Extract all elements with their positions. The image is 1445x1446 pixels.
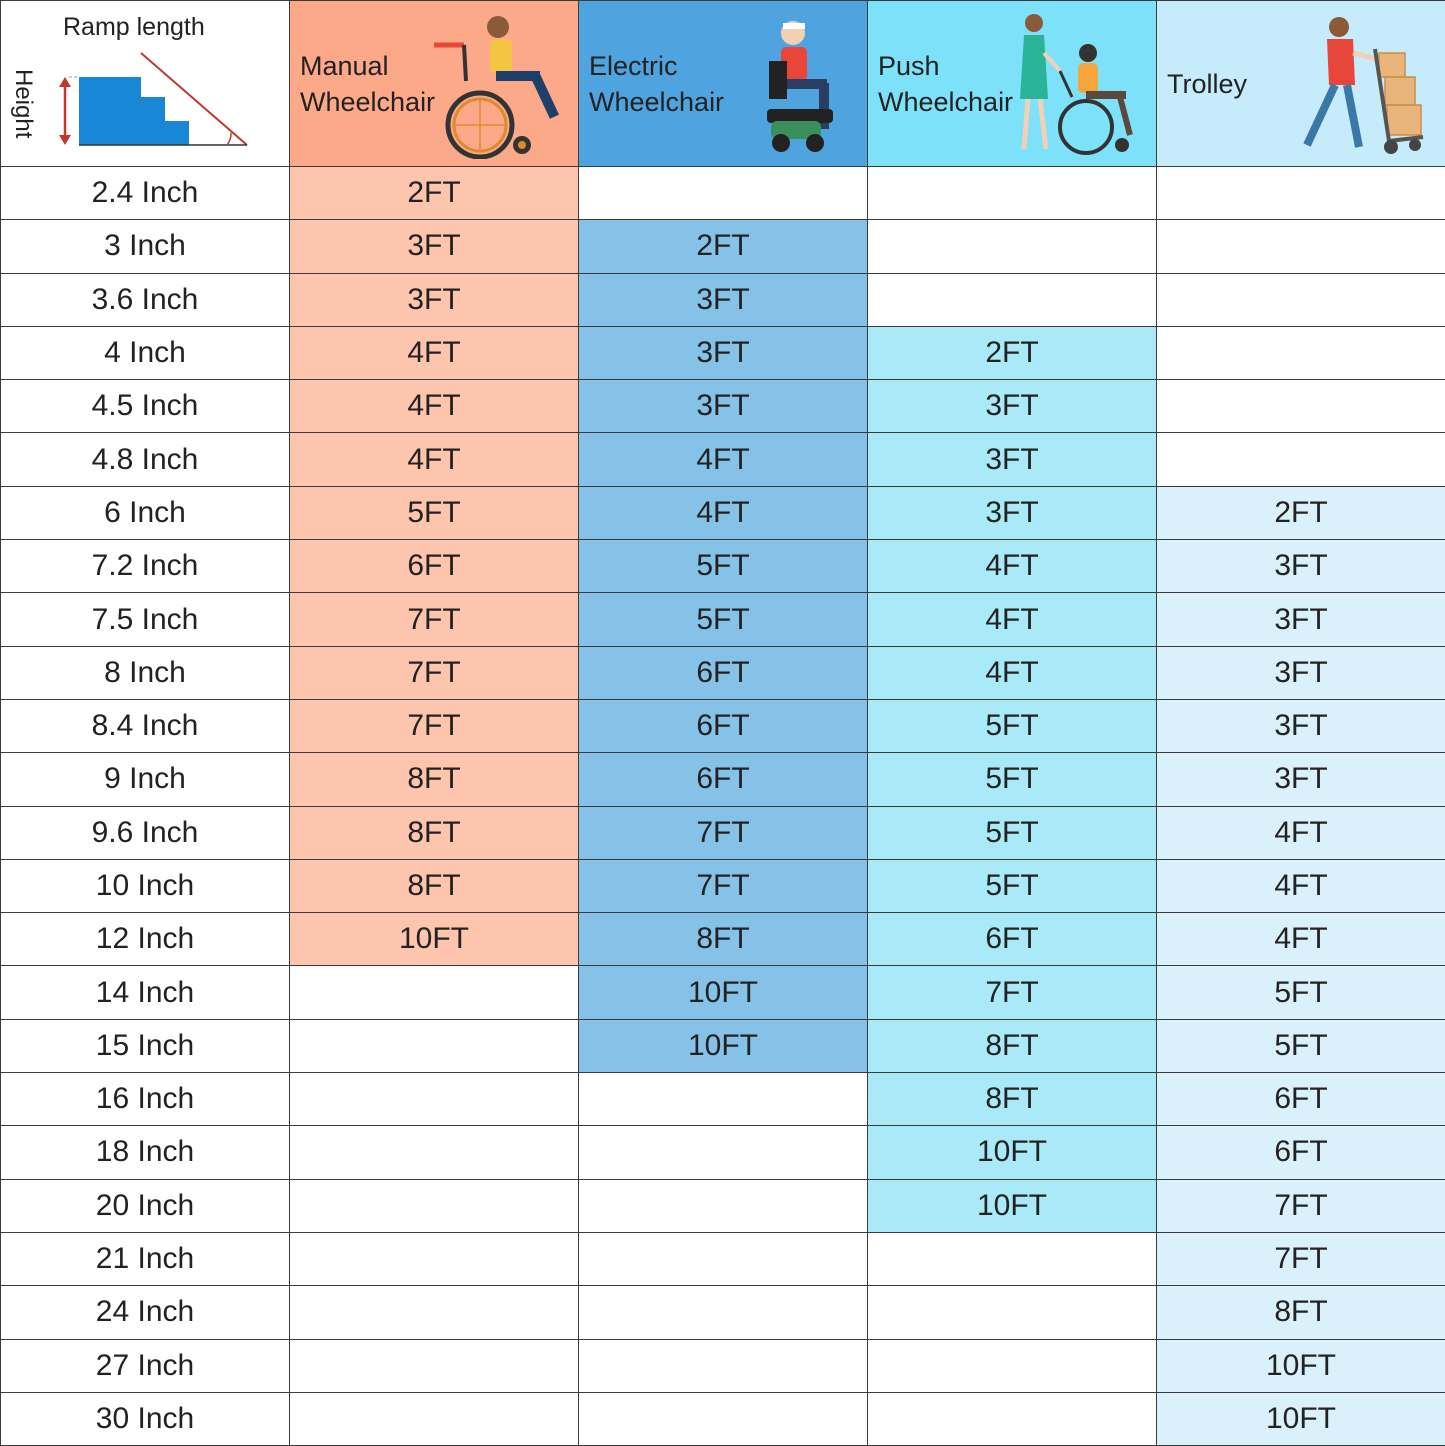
ramp-length-cell: 3FT — [579, 380, 868, 433]
table-row — [1, 540, 1445, 593]
ramp-length-cell: 5FT — [579, 540, 868, 593]
ramp-length-cell: 3FT — [1157, 753, 1445, 806]
ramp-length-cell — [290, 1339, 579, 1392]
ramp-length-cell: 3FT — [1157, 540, 1445, 593]
column-header-manual-wheelchair — [290, 1, 579, 167]
ramp-length-cell: 7FT — [1157, 1232, 1445, 1285]
ramp-length-cell: 4FT — [1157, 913, 1445, 966]
ramp-length-cell: 7FT — [290, 646, 579, 699]
ramp-length-cell: 10FT — [1157, 1339, 1445, 1392]
row-height-label: 4.5 Inch — [1, 380, 290, 433]
table-row — [1, 1392, 1445, 1445]
row-height-label: 4.8 Inch — [1, 433, 290, 486]
ramp-length-cell: 8FT — [579, 913, 868, 966]
table-row — [1, 220, 1445, 273]
row-height-label: 8.4 Inch — [1, 699, 290, 752]
ramp-length-cell: 6FT — [579, 646, 868, 699]
row-height-label: 16 Inch — [1, 1073, 290, 1126]
header-row — [1, 1, 1445, 167]
ramp-length-cell: 3FT — [1157, 699, 1445, 752]
row-height-label: 18 Inch — [1, 1126, 290, 1179]
row-height-label: 24 Inch — [1, 1286, 290, 1339]
column-header-push-wheelchair — [868, 1, 1157, 167]
ramp-length-label: Ramp length — [63, 13, 205, 42]
row-height-label: 9.6 Inch — [1, 806, 290, 859]
ramp-length-cell: 4FT — [1157, 859, 1445, 912]
table-row — [1, 167, 1445, 220]
ramp-length-cell: 7FT — [579, 806, 868, 859]
row-height-label: 10 Inch — [1, 859, 290, 912]
ramp-length-cell: 5FT — [868, 806, 1157, 859]
row-height-label: 6 Inch — [1, 486, 290, 539]
ramp-length-cell: 6FT — [1157, 1073, 1445, 1126]
table-row — [1, 1073, 1445, 1126]
ramp-length-cell — [868, 1232, 1157, 1285]
ramp-length-cell — [290, 1019, 579, 1072]
table-row — [1, 326, 1445, 379]
row-height-label: 27 Inch — [1, 1339, 290, 1392]
ramp-length-cell: 8FT — [290, 859, 579, 912]
table-row — [1, 1339, 1445, 1392]
table-row — [1, 913, 1445, 966]
ramp-length-cell: 2FT — [1157, 486, 1445, 539]
ramp-length-cell — [868, 273, 1157, 326]
ramp-length-cell: 4FT — [868, 540, 1157, 593]
row-height-label: 2.4 Inch — [1, 167, 290, 220]
height-label: Height — [9, 69, 37, 138]
ramp-length-cell — [1157, 273, 1445, 326]
ramp-length-cell: 10FT — [290, 913, 579, 966]
ramp-length-cell: 7FT — [290, 699, 579, 752]
column-label: Trolley — [1167, 66, 1317, 102]
ramp-length-cell: 3FT — [868, 486, 1157, 539]
column-label: Manual Wheelchair — [300, 48, 450, 120]
ramp-length-cell — [579, 1339, 868, 1392]
row-height-label: 7.5 Inch — [1, 593, 290, 646]
table-row — [1, 593, 1445, 646]
table-row — [1, 1019, 1445, 1072]
row-height-label: 30 Inch — [1, 1392, 290, 1445]
row-height-label: 4 Inch — [1, 326, 290, 379]
ramp-length-cell — [868, 1286, 1157, 1339]
ramp-length-cell: 7FT — [1157, 1179, 1445, 1232]
ramp-length-cell: 6FT — [579, 699, 868, 752]
ramp-length-cell — [579, 1179, 868, 1232]
ramp-length-cell — [290, 1392, 579, 1445]
table-row — [1, 433, 1445, 486]
ramp-length-cell: 7FT — [868, 966, 1157, 1019]
ramp-length-cell: 4FT — [868, 646, 1157, 699]
trolley-icon — [1291, 9, 1431, 159]
table-row — [1, 753, 1445, 806]
row-height-label: 7.2 Inch — [1, 540, 290, 593]
ramp-length-cell: 3FT — [579, 326, 868, 379]
ramp-length-cell — [579, 1126, 868, 1179]
table-row — [1, 273, 1445, 326]
ramp-length-cell — [1157, 326, 1445, 379]
ramp-length-cell — [868, 1392, 1157, 1445]
ramp-length-cell: 4FT — [290, 326, 579, 379]
ramp-length-cell: 6FT — [290, 540, 579, 593]
ramp-length-cell: 10FT — [579, 966, 868, 1019]
ramp-length-cell: 10FT — [1157, 1392, 1445, 1445]
ramp-length-cell: 7FT — [579, 859, 868, 912]
ramp-length-cell: 8FT — [1157, 1286, 1445, 1339]
electric-wheelchair-icon — [753, 9, 853, 159]
ramp-length-cell — [290, 1286, 579, 1339]
ramp-length-cell: 5FT — [290, 486, 579, 539]
ramp-length-cell — [290, 1179, 579, 1232]
ramp-length-cell — [290, 966, 579, 1019]
ramp-length-cell — [868, 1339, 1157, 1392]
table-row — [1, 1286, 1445, 1339]
ramp-length-cell: 7FT — [290, 593, 579, 646]
ramp-length-cell: 4FT — [290, 433, 579, 486]
ramp-length-cell: 3FT — [868, 433, 1157, 486]
ramp-length-cell: 3FT — [868, 380, 1157, 433]
ramp-length-cell: 8FT — [868, 1073, 1157, 1126]
ramp-length-cell: 2FT — [868, 326, 1157, 379]
ramp-length-cell: 5FT — [1157, 966, 1445, 1019]
ramp-length-cell: 8FT — [290, 753, 579, 806]
row-height-label: 3 Inch — [1, 220, 290, 273]
ramp-length-cell — [1157, 433, 1445, 486]
ramp-length-cell — [579, 1232, 868, 1285]
row-height-label: 12 Inch — [1, 913, 290, 966]
ramp-length-cell: 4FT — [1157, 806, 1445, 859]
ramp-length-cell: 5FT — [579, 593, 868, 646]
row-height-label: 9 Inch — [1, 753, 290, 806]
ramp-length-cell: 6FT — [579, 753, 868, 806]
ramp-length-cell: 8FT — [868, 1019, 1157, 1072]
corner-cell — [1, 1, 290, 167]
ramp-length-cell: 3FT — [290, 220, 579, 273]
ramp-length-cell — [290, 1232, 579, 1285]
table-row — [1, 1232, 1445, 1285]
ramp-length-cell — [290, 1073, 579, 1126]
table-row — [1, 486, 1445, 539]
ramp-length-cell: 5FT — [868, 753, 1157, 806]
ramp-length-cell — [868, 220, 1157, 273]
ramp-length-cell: 4FT — [290, 380, 579, 433]
ramp-length-cell: 3FT — [579, 273, 868, 326]
table-row — [1, 699, 1445, 752]
ramp-length-cell: 8FT — [290, 806, 579, 859]
ramp-length-cell: 5FT — [868, 699, 1157, 752]
row-height-label: 20 Inch — [1, 1179, 290, 1232]
table-row — [1, 646, 1445, 699]
column-header-trolley — [1157, 1, 1445, 167]
ramp-length-cell: 6FT — [1157, 1126, 1445, 1179]
ramp-length-cell — [1157, 220, 1445, 273]
row-height-label: 8 Inch — [1, 646, 290, 699]
ramp-length-cell — [579, 1392, 868, 1445]
ramp-length-cell: 4FT — [579, 433, 868, 486]
ramp-length-cell: 4FT — [579, 486, 868, 539]
ramp-length-cell: 4FT — [868, 593, 1157, 646]
row-height-label: 14 Inch — [1, 966, 290, 1019]
ramp-length-cell: 3FT — [290, 273, 579, 326]
table-row — [1, 1126, 1445, 1179]
row-height-label: 21 Inch — [1, 1232, 290, 1285]
ramp-length-cell — [579, 167, 868, 220]
column-label: Electric Wheelchair — [589, 48, 739, 120]
ramp-length-cell — [579, 1286, 868, 1339]
column-header-electric-wheelchair — [579, 1, 868, 167]
ramp-length-cell — [1157, 167, 1445, 220]
ramp-length-cell — [290, 1126, 579, 1179]
ramp-length-cell: 5FT — [1157, 1019, 1445, 1072]
push-wheelchair-icon — [1012, 9, 1142, 159]
ramp-length-cell: 5FT — [868, 859, 1157, 912]
ramp-length-cell: 2FT — [290, 167, 579, 220]
ramp-length-cell: 10FT — [868, 1179, 1157, 1232]
table-body — [1, 167, 1445, 1446]
manual-wheelchair-icon — [434, 9, 564, 159]
ramp-diagram-icon — [55, 45, 255, 149]
ramp-length-cell — [1157, 380, 1445, 433]
column-label: Push Wheelchair — [878, 48, 1028, 120]
row-height-label: 15 Inch — [1, 1019, 290, 1072]
table-row — [1, 859, 1445, 912]
table-row — [1, 966, 1445, 1019]
ramp-length-cell: 2FT — [579, 220, 868, 273]
row-height-label: 3.6 Inch — [1, 273, 290, 326]
table-row — [1, 1179, 1445, 1232]
ramp-length-cell — [868, 167, 1157, 220]
ramp-length-cell: 3FT — [1157, 593, 1445, 646]
table-row — [1, 380, 1445, 433]
ramp-length-cell — [579, 1073, 868, 1126]
table-row — [1, 806, 1445, 859]
ramp-length-cell: 3FT — [1157, 646, 1445, 699]
ramp-length-cell: 6FT — [868, 913, 1157, 966]
ramp-length-cell: 10FT — [579, 1019, 868, 1072]
ramp-length-cell: 10FT — [868, 1126, 1157, 1179]
